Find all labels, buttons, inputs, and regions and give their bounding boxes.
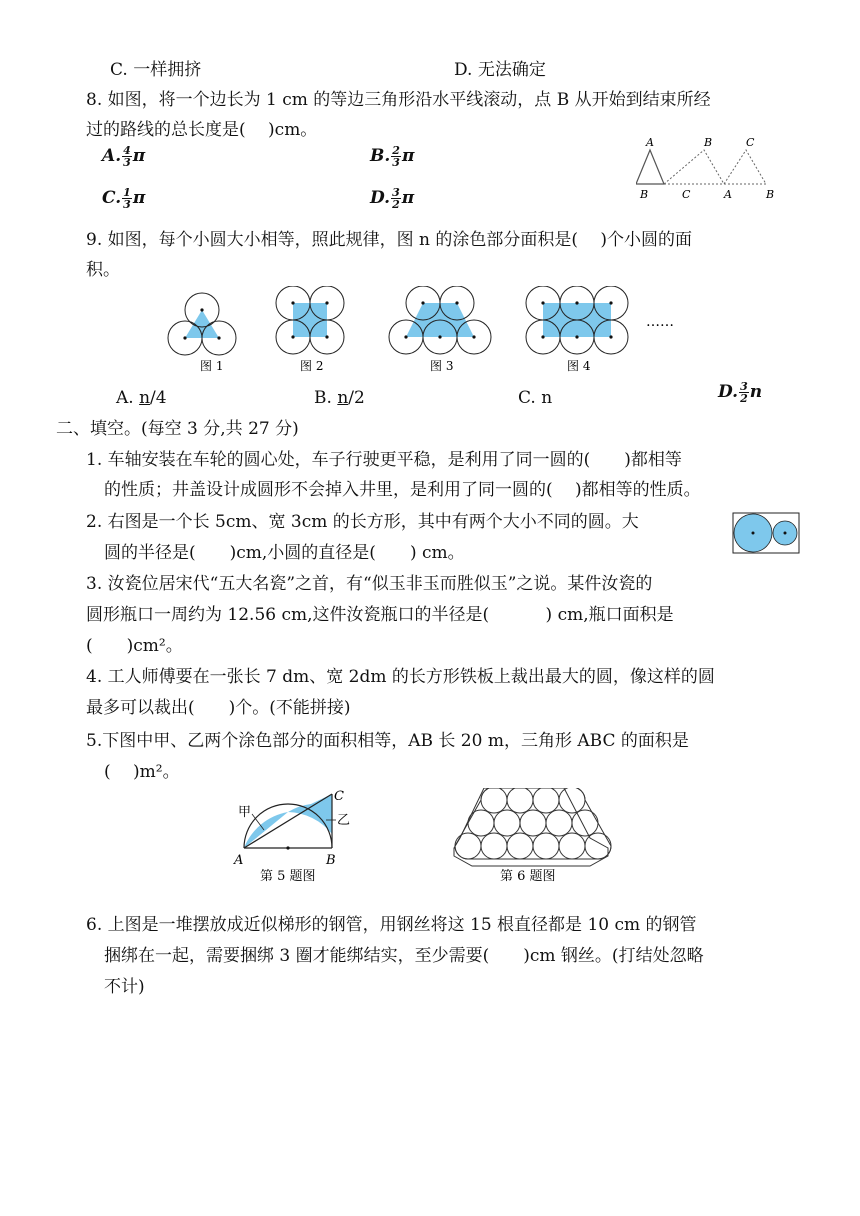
f2-rectangle-circles-figure xyxy=(732,512,800,554)
q9-figure-4 xyxy=(526,286,628,354)
q9-option-c: C. n xyxy=(518,388,553,408)
f6-text-line1: 6. 上图是一堆摆放成近似梯形的钢管，用钢丝将这 15 根直径都是 10 cm 的钢管 xyxy=(86,915,697,935)
q9-option-a: A. n/4 xyxy=(116,388,167,408)
f5-text-line2: ( )m²。 xyxy=(104,762,180,782)
q8-label-c1: C xyxy=(682,188,691,201)
f1-text-line2: 的性质；井盖设计成圆形不会掉入井里，是利用了同一圆的( )都相等的性质。 xyxy=(104,480,701,500)
q8-label-a1: A xyxy=(646,136,654,149)
q9-figure-3 xyxy=(389,286,491,354)
q8-label-b3: B xyxy=(766,188,775,201)
f5-label-c: C xyxy=(334,789,344,804)
q8-label-b2: B xyxy=(704,136,713,149)
section-2-title: 二、填空。(每空 3 分,共 27 分) xyxy=(56,419,299,439)
q8-option-b: B. $\frac{2}{3}$ π xyxy=(370,144,415,169)
f5-caption: 第 5 题图 xyxy=(260,869,316,882)
q9-figure-2 xyxy=(276,286,344,354)
q8-label-b1: B xyxy=(640,188,649,201)
q8-option-a: A. $\frac{4}{3}$ π xyxy=(102,144,146,169)
f5-label-b: B xyxy=(326,853,336,868)
q9-caption-1: 图 1 xyxy=(200,359,224,373)
q9-figure-1 xyxy=(168,293,236,355)
f1-text-line1: 1. 车轴安装在车轮的圆心处，车子行驶更平稳，是利用了同一圆的( )都相等 xyxy=(86,450,682,470)
q8-rolling-triangle-figure xyxy=(636,132,786,204)
q9-ellipsis: …… xyxy=(646,314,674,330)
f3-text-line3: ( )cm²。 xyxy=(86,636,183,656)
q9-caption-3: 图 3 xyxy=(430,359,454,373)
f2-text-line1: 2. 右图是一个长 5cm、宽 3cm 的长方形，其中有两个大小不同的圆。大 xyxy=(86,512,639,532)
q9-text-line1: 9. 如图，每个小圆大小相等，照此规律，图 n 的涂色部分面积是( )个小圆的面 xyxy=(86,230,693,250)
q9-caption-2: 图 2 xyxy=(300,359,324,373)
f3-text-line1: 3. 汝瓷位居宋代“五大名瓷”之首，有“似玉非玉而胜似玉”之说。某件汝瓷的 xyxy=(86,574,653,594)
q8-label-c2: C xyxy=(746,136,755,149)
f2-text-line2: 圆的半径是( )cm,小圆的直径是( ) cm。 xyxy=(104,543,465,563)
q7-option-c: C. 一样拥挤 xyxy=(110,60,202,80)
f3-text-line2: 圆形瓶口一周约为 12.56 cm,这件汝瓷瓶口的半径是( ) cm,瓶口面积是 xyxy=(86,605,674,625)
f5-semicircle-triangle-figure xyxy=(230,786,360,882)
f5-label-yi: 乙 xyxy=(337,813,351,828)
q9-text-line2: 积。 xyxy=(86,260,120,280)
q9-circle-pattern-figure xyxy=(160,286,700,378)
q8-option-d: D. $\frac{3}{2}$ π xyxy=(370,186,415,211)
q9-option-b: B. n/2 xyxy=(314,388,365,408)
f5-text-line1: 5.下图中甲、乙两个涂色部分的面积相等，AB 长 20 m，三角形 ABC 的面积是 xyxy=(86,731,689,751)
f6-text-line3: 不计) xyxy=(104,977,145,997)
f4-text-line2: 最多可以裁出( )个。(不能拼接) xyxy=(86,698,351,718)
f5-label-a: A xyxy=(234,853,244,868)
f5-label-jia: 甲 xyxy=(238,805,252,820)
q9-caption-4: 图 4 xyxy=(567,359,591,373)
f4-text-line1: 4. 工人师傅要在一张长 7 dm、宽 2dm 的长方形铁板上裁出最大的圆，像这样的圆 xyxy=(86,667,715,687)
q8-text-line1: 8. 如图，将一个边长为 1 cm 的等边三角形沿水平线滚动，点 B 从开始到结束所经 xyxy=(86,90,711,110)
f6-caption: 第 6 题图 xyxy=(500,869,556,882)
q8-text-line2: 过的路线的总长度是( )cm。 xyxy=(86,120,318,140)
q8-option-c: C. $\frac{1}{3}$ π xyxy=(102,186,146,211)
q7-option-d: D. 无法确定 xyxy=(454,60,546,80)
q8-label-a2: A xyxy=(724,188,732,201)
f6-text-line2: 捆绑在一起，需要捆绑 3 圈才能绑结实，至少需要( )cm 钢丝。(打结处忽略 xyxy=(104,946,704,966)
q9-option-d: D. $\frac{3}{2}$ n xyxy=(718,380,763,405)
f6-pipe-stack-figure xyxy=(438,788,628,882)
